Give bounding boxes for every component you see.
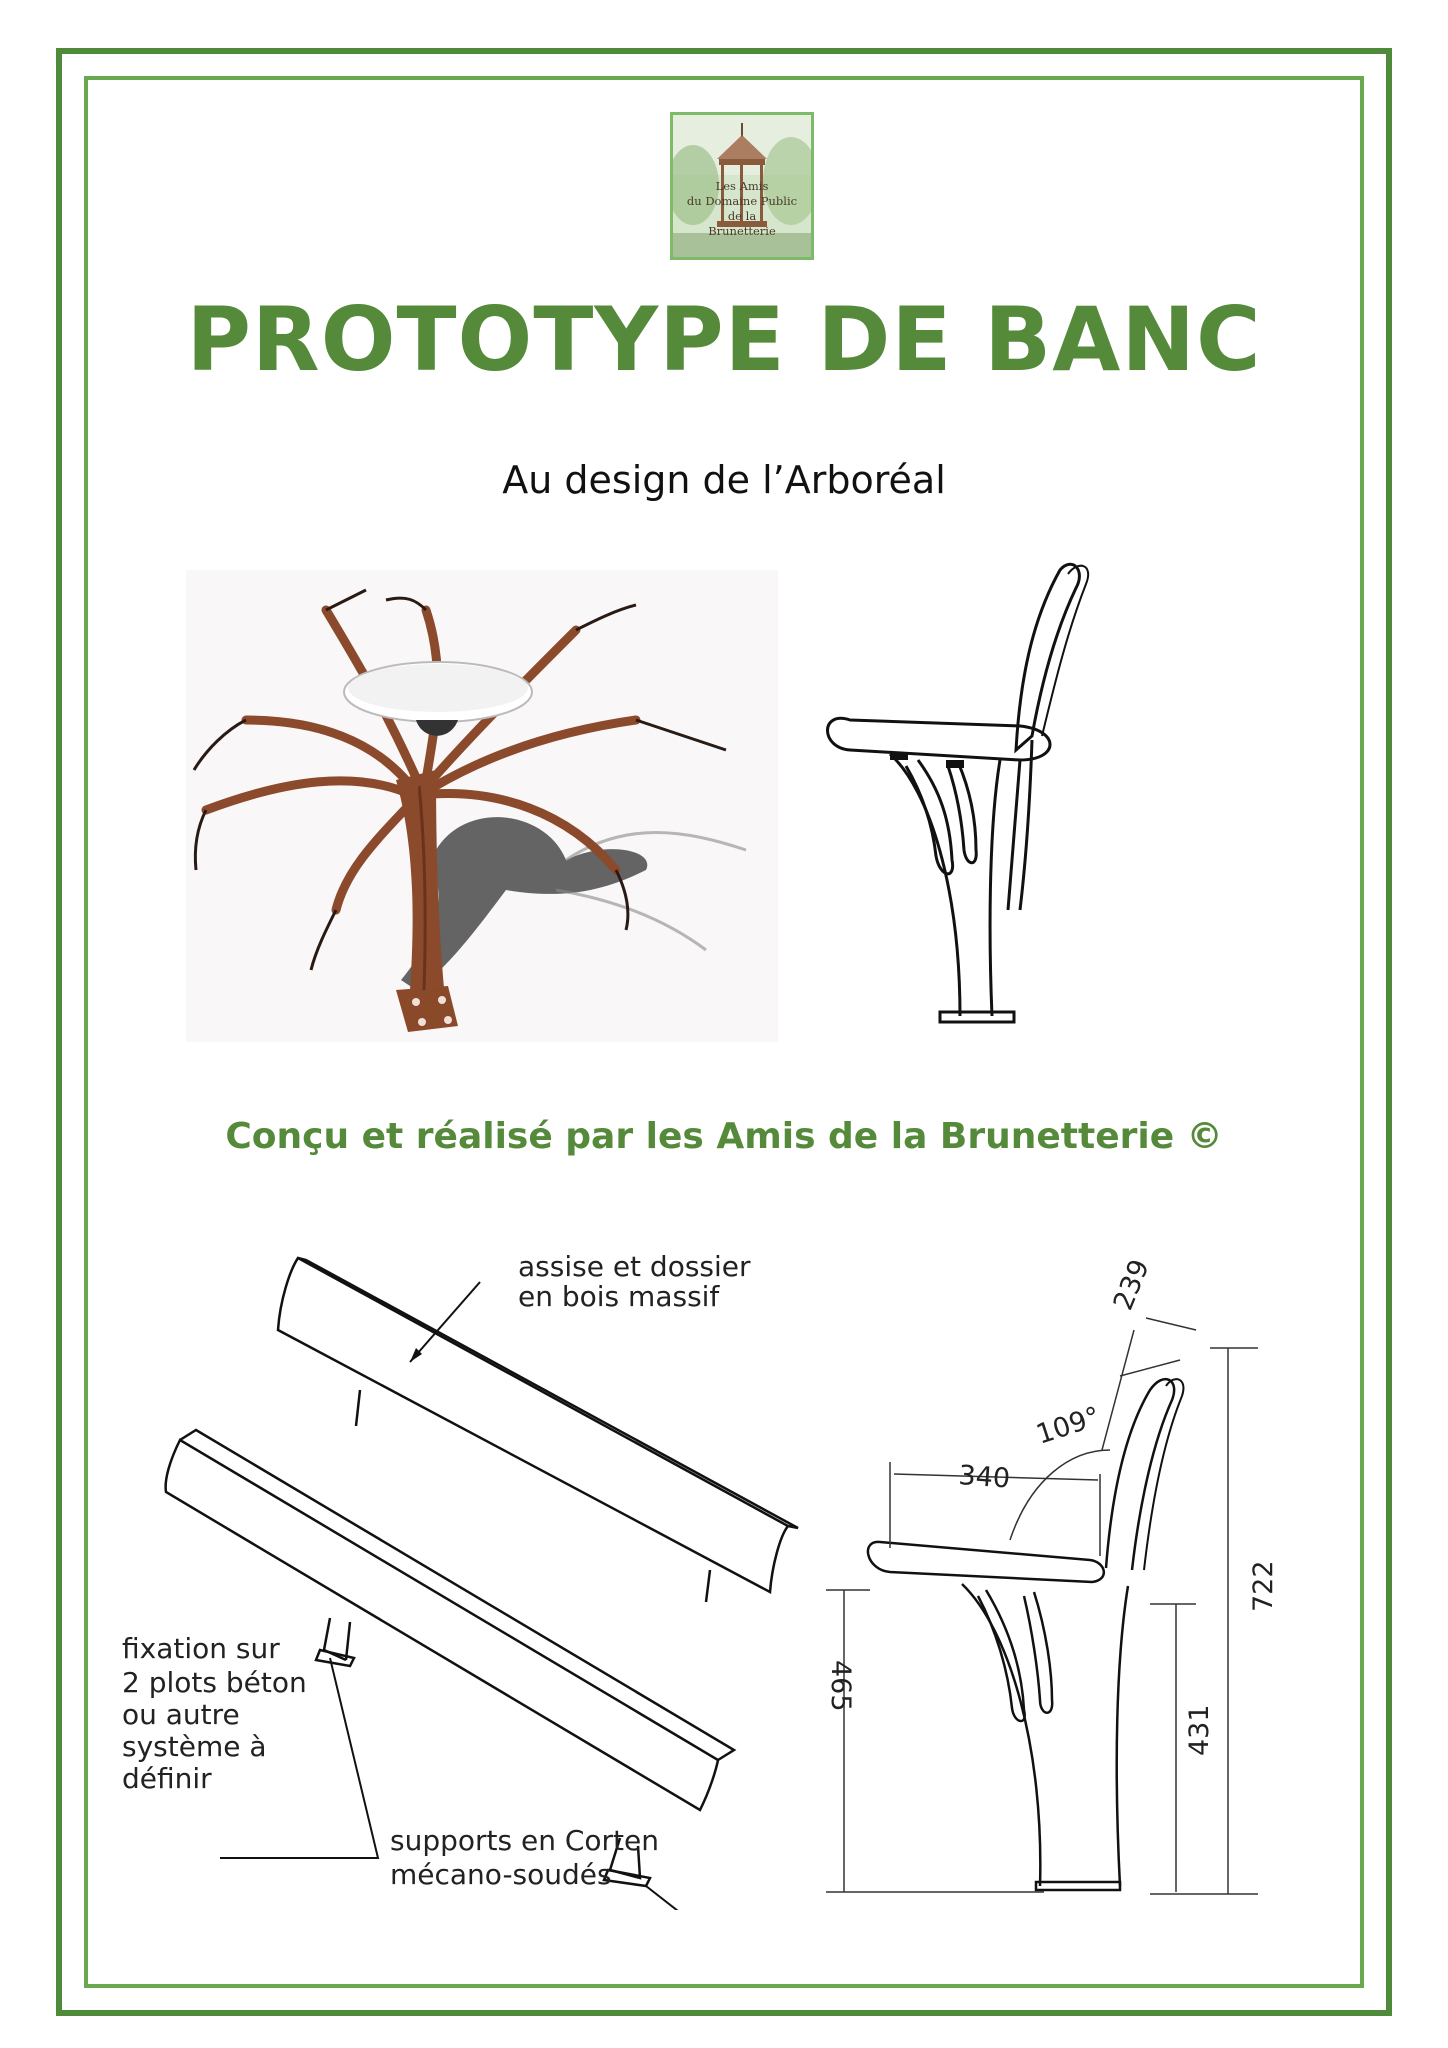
credit-line: Conçu et réalisé par les Amis de la Brunetterie © — [225, 1116, 1223, 1157]
dimension-seat-depth: 340 — [957, 1460, 1012, 1495]
annotation-fixation-5: définir — [122, 1762, 212, 1795]
tree-bench-render — [186, 570, 778, 1042]
page-title: PROTOTYPE DE BANC — [186, 288, 1262, 391]
annotation-supports-1: supports en Corten — [390, 1824, 660, 1857]
dimension-seat-height-inner: 431 — [1184, 1704, 1215, 1756]
annotation-fixation-3: ou autre — [122, 1698, 240, 1731]
bench-side-profile — [820, 560, 1160, 1042]
dimension-angle: 109° — [1032, 1401, 1105, 1451]
dimension-seat-height-outer: 465 — [825, 1660, 856, 1712]
dimension-total-height: 722 — [1248, 1560, 1279, 1612]
annotation-fixation-4: système à — [122, 1730, 267, 1763]
association-logo — [670, 112, 814, 260]
bench-technical-drawing — [110, 1230, 1350, 1910]
annotation-fixation-2: 2 plots béton — [122, 1666, 307, 1699]
annotation-seat-back-1: assise et dossier — [518, 1250, 751, 1283]
page-subtitle: Au design de l’Arboréal — [502, 458, 946, 502]
annotation-seat-back-2: en bois massif — [518, 1280, 720, 1313]
logo-text: Les Amis du Domaine Public de la Brunetterie — [686, 179, 798, 238]
annotation-supports-2: mécano-soudés — [390, 1858, 612, 1891]
annotation-fixation-1: fixation sur — [122, 1632, 280, 1665]
dimension-back-length: 239 — [1107, 1255, 1156, 1315]
